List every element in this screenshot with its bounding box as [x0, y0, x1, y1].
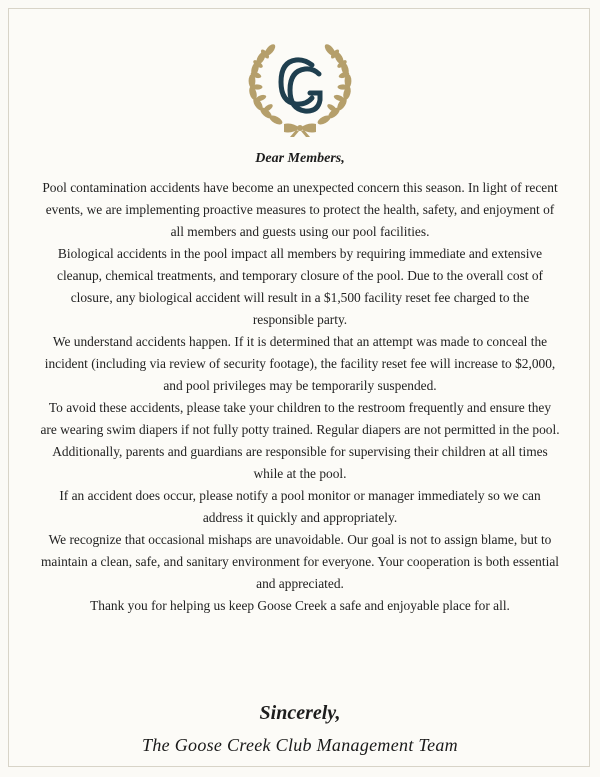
- letter-body: [40, 177, 560, 617]
- paragraph-notify-staff: If an accident does occur, please notify a pool monitor or manager immediately so we can address it quickly and appropriately.: [59, 488, 541, 525]
- left-laurel-icon: [248, 42, 284, 126]
- right-laurel-icon: [316, 42, 352, 126]
- paragraph-supervision: Additionally, parents and guardians are responsible for supervising their children at all times while at the pool.: [52, 444, 548, 481]
- paragraph-reset-fee: Biological accidents in the pool impact all members by requiring immediate and extensive cleanup, chemical treatments, and temporary closure of the pool. Due to the overall cost of closure, any biological accident will result in a $1,500 facility reset fee charged to the responsible party.: [57, 246, 543, 327]
- letter-signoff: Sincerely,: [259, 702, 341, 724]
- paragraph-contamination-concern: Pool contamination accidents have become an unexpected concern this season. In light of recent events, we are implementing proactive measures to protect the health, safety, and enjoyment of all members and guests using our pool facilities.: [42, 180, 558, 239]
- letter-greeting: Dear Members,: [255, 151, 345, 166]
- ribbon-bow-icon: [284, 124, 316, 138]
- paragraph-cooperation: We recognize that occasional mishaps are unavoidable. Our goal is not to assign blame, but to maintain a clean, safe, and sanitary environment for everyone. Your cooperation is both essential and appreciated.: [41, 532, 559, 591]
- paragraph-concealment-penalty: We understand accidents happen. If it is determined that an attempt was made to conceal the incident (including via review of security footage), the facility reset fee will increase to $2,000, and pool privileges may be temporarily suspended.: [44, 334, 556, 393]
- monogram-logo: [246, 38, 354, 138]
- gc-monogram-icon: [281, 60, 320, 111]
- letter-signature: The Goose Creek Club Management Team: [142, 735, 458, 755]
- paragraph-swim-diapers: To avoid these accidents, please take your children to the restroom frequently and ensure they are wearing swim diapers if not fully potty trained. Regular diapers are not permitted in the pool.: [40, 400, 560, 437]
- paragraph-thank-you: Thank you for helping us keep Goose Creek a safe and enjoyable place for all.: [90, 598, 510, 613]
